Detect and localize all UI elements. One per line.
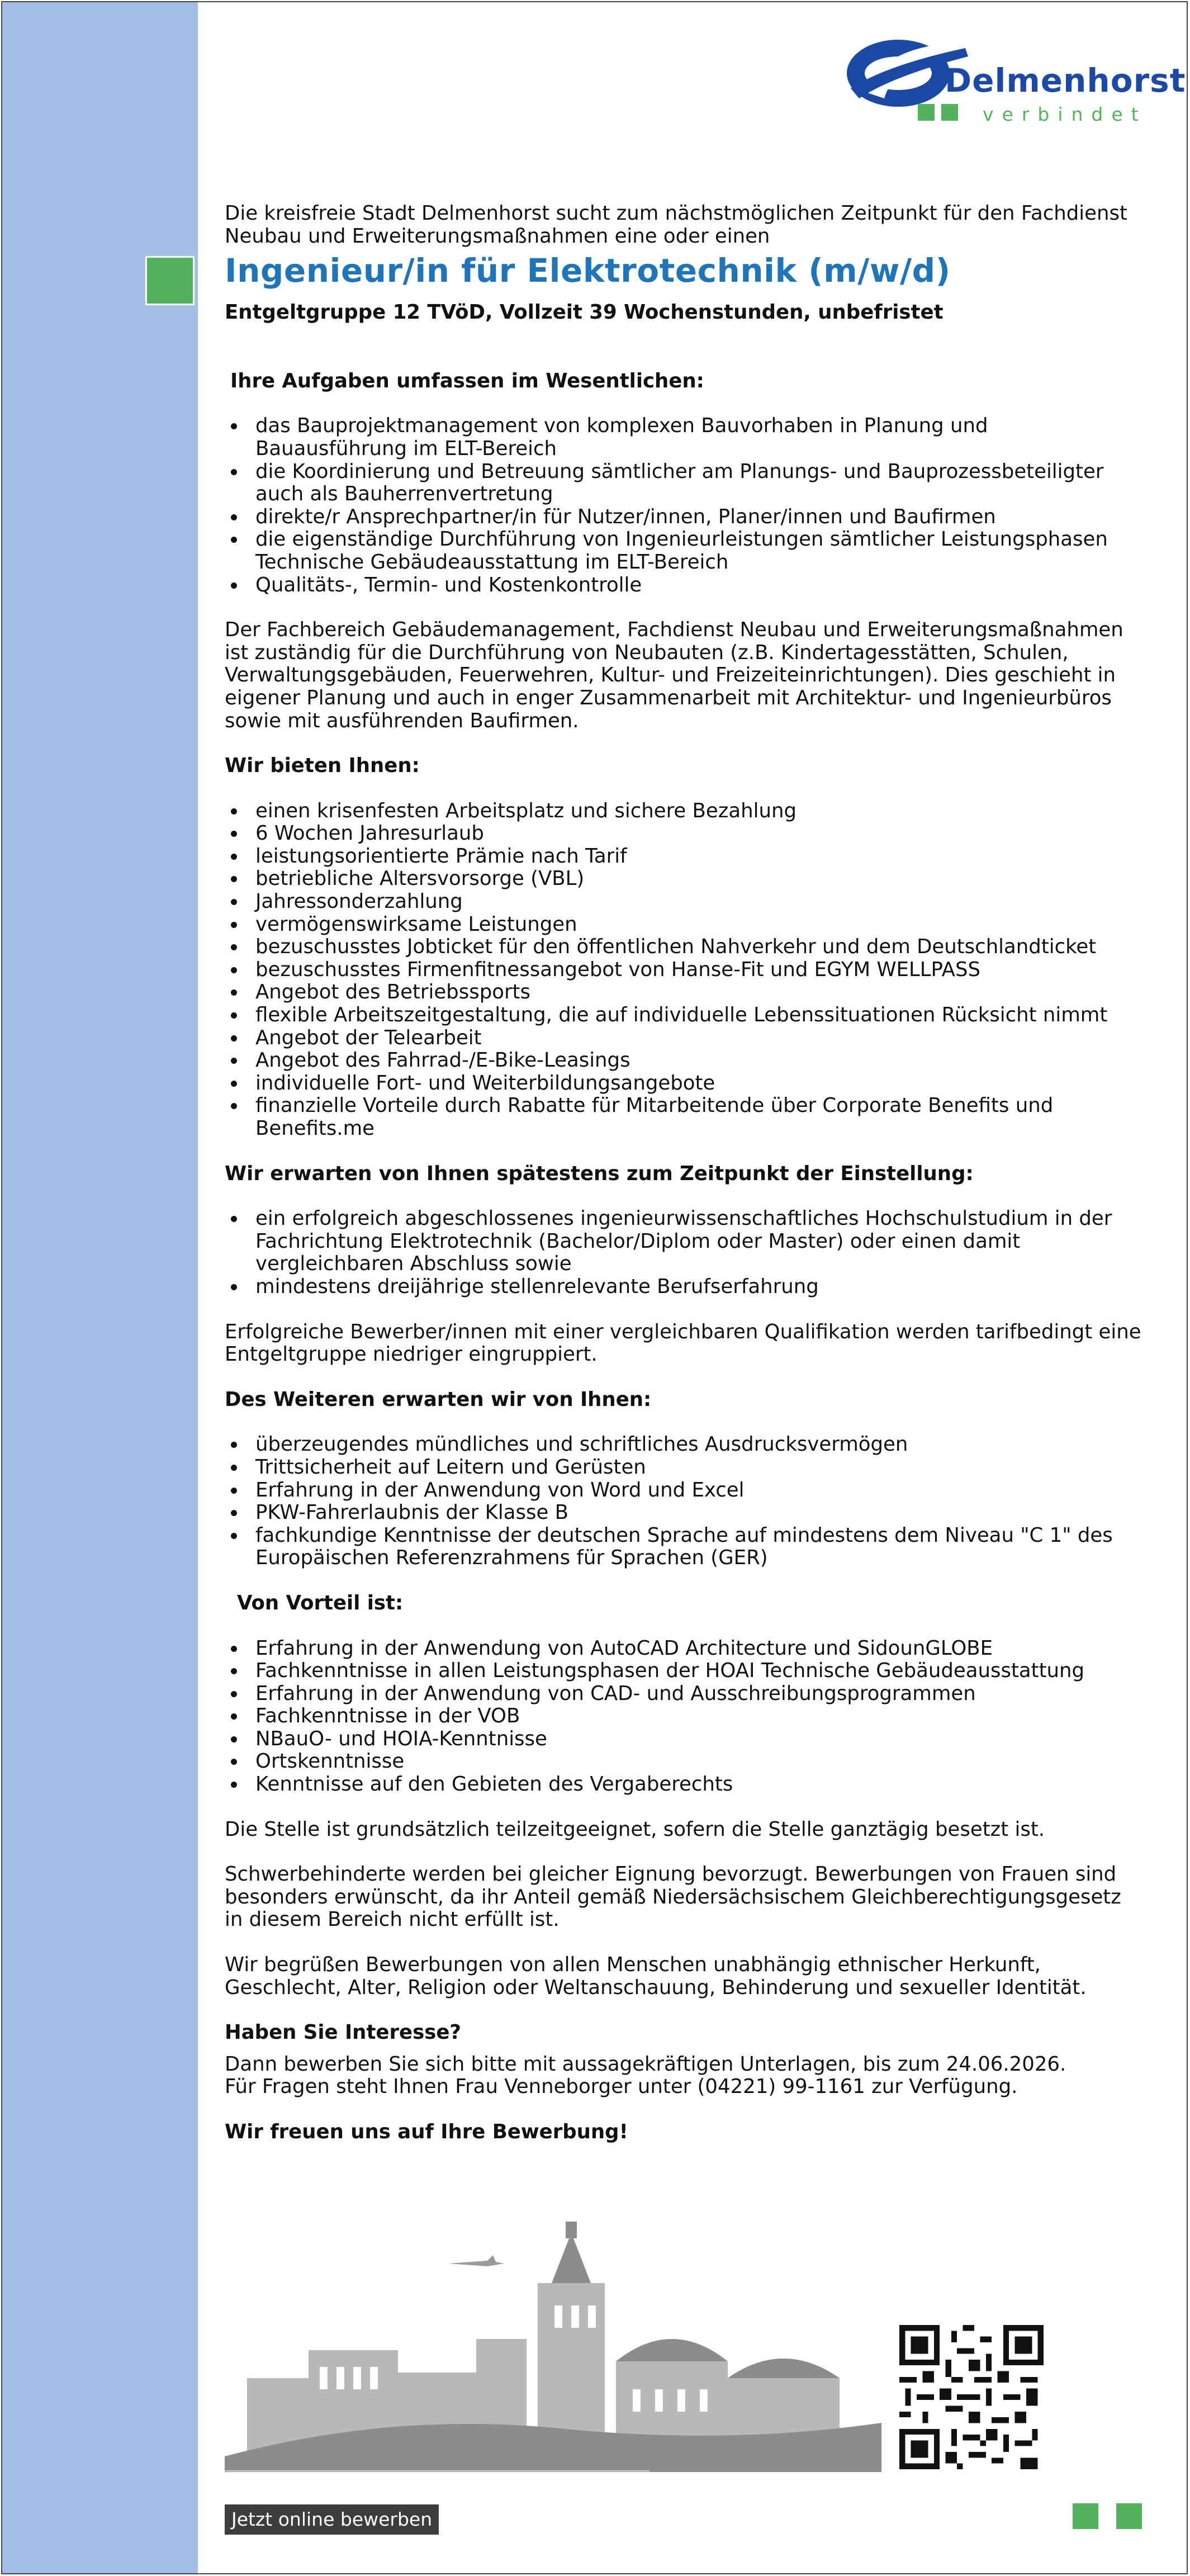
intro-text: Die kreisfreie Stadt Delmenhorst sucht zum nächstmöglichen Zeitpunkt für den Fachdienst Neubau und Erweiterungsmaßnahmen eine oder einen <box>225 202 1127 248</box>
tasks-list <box>225 415 1141 596</box>
logo-square-icon <box>941 104 958 121</box>
list-item: vermögenswirksame Leistungen <box>255 913 1141 936</box>
list-item: finanzielle Vorteile durch Rabatte für Mitarbeitende über Corporate Benefits und Benefits.me <box>255 1095 1141 1140</box>
grouping-text: Erfolgreiche Bewerber/innen mit einer vergleichbaren Qualifikation werden tarifbedingt eine Entgeltgruppe niedriger eingruppiert. <box>225 1320 1141 1366</box>
diversity-text: Wir begrüßen Bewerbungen von allen Menschen unabhängig ethnischer Herkunft, Geschlecht, Alter, Religion oder Weltanschauung, Behinderung und sexueller Identität. <box>225 1953 1087 1999</box>
list-item: bezuschusstes Jobticket für den öffentlichen Nahverkehr und dem Deutschlandticket <box>255 936 1141 959</box>
closing-text: Wir freuen uns auf Ihre Bewerbung! <box>225 2120 628 2143</box>
logo-name: Delmenhorst <box>945 61 1186 100</box>
list-item: einen krisenfesten Arbeitsplatz und sichere Bezahlung <box>255 800 1141 823</box>
list-item: PKW-Fahrerlaubnis der Klasse B <box>255 1502 1141 1524</box>
list-item: ein erfolgreich abgeschlossenes ingenieurwissenschaftliches Hochschulstudium in der Fachrichtung Elektrotechnik (Bachelor/Diplom oder Master) oder einen damit vergleichbaren Abschluss sowie <box>255 1208 1141 1276</box>
footer-square-icon <box>1116 2503 1142 2529</box>
list-item: flexible Arbeitszeitgestaltung, die auf individuelle Lebenssituationen Rücksicht nimmt <box>255 1004 1141 1027</box>
city-skyline-illustration <box>225 2210 881 2472</box>
footer-square-icon <box>1073 2503 1098 2529</box>
advantage-list <box>225 1637 1141 1796</box>
list-item: das Bauprojektmanagement von komplexen Bauvorhaben in Planung und Bauausführung im ELT-Bereich <box>255 415 1141 460</box>
title-marker-square <box>145 256 195 305</box>
left-sidebar-band <box>2 2 198 2573</box>
logo-square-icon <box>918 104 935 121</box>
list-item: Erfahrung in der Anwendung von CAD- und Ausschreibungsprogrammen <box>255 1683 1141 1706</box>
list-item: die eigenständige Durchführung von Ingenieurleistungen sämtlicher Leistungsphasen Technische Gebäudeausstattung im ELT-Bereich <box>255 528 1141 574</box>
list-item: die Koordinierung und Betreuung sämtlicher am Planungs- und Bauprozessbeteiligter auch als Bauherrenvertretung <box>255 461 1141 506</box>
list-item: Erfahrung in der Anwendung von AutoCAD Architecture und SidounGLOBE <box>255 1637 1141 1660</box>
list-item: Qualitäts-, Termin- und Kostenkontrolle <box>255 574 1141 597</box>
equality-text: Schwerbehinderte werden bei gleicher Eignung bevorzugt. Bewerbungen von Frauen sind besonders erwünscht, da ihr Anteil gemäß Niedersächsischem Gleichberechtigungsgesetz in diesem Bereich nicht erfüllt ist. <box>225 1863 1121 1931</box>
tasks-heading: Ihre Aufgaben umfassen im Wesentlichen: <box>230 369 704 392</box>
list-item: Fachkenntnisse in allen Leistungsphasen der HOAI Technische Gebäudeausstattung <box>255 1660 1141 1683</box>
list-item: leistungsorientierte Prämie nach Tarif <box>255 845 1141 868</box>
job-subtitle: Entgeltgruppe 12 TVöD, Vollzeit 39 Wochenstunden, unbefristet <box>225 301 944 324</box>
list-item: direkte/r Ansprechpartner/in für Nutzer/innen, Planer/innen und Baufirmen <box>255 506 1141 529</box>
department-text: Der Fachbereich Gebäudemanagement, Fachdienst Neubau und Erweiterungsmaßnahmen ist zuständig für die Durchführung von Neubauten (z.B. Kindertagesstätten, Schulen, Verwaltungsgebäuden, Feuerwehren, Kultur- und Freizeiteinrichtungen). Dies geschieht in eigener Planung und auch in enger Zusammenarbeit mit Architektur- und Ingenieurbüros sowie mit ausführenden Baufirmen. <box>225 618 1123 732</box>
delmenhorst-logo <box>845 26 1188 138</box>
list-item: fachkundige Kenntnisse der deutschen Sprache auf mindestens dem Niveau "C 1" des Europäischen Referenzrahmens für Sprachen (GER) <box>255 1524 1141 1570</box>
parttime-text: Die Stelle ist grundsätzlich teilzeitgeeignet, sofern die Stelle ganztägig besetzt ist. <box>225 1817 1045 1841</box>
list-item: 6 Wochen Jahresurlaub <box>255 822 1141 845</box>
further-list <box>225 1433 1141 1570</box>
list-item: Angebot des Fahrrad-/E-Bike-Leasings <box>255 1049 1141 1072</box>
list-item: Kenntnisse auf den Gebieten des Vergaberechts <box>255 1773 1141 1796</box>
qr-code[interactable] <box>899 2325 1044 2469</box>
requirements-list <box>225 1208 1141 1298</box>
list-item: Angebot des Betriebssports <box>255 981 1141 1004</box>
interest-deadline-text: Dann bewerben Sie sich bitte mit aussagekräftigen Unterlagen, bis zum 24.06.2026. <box>225 2052 1066 2076</box>
list-item: bezuschusstes Firmenfitnessangebot von Hanse-Fit und EGYM WELLPASS <box>255 959 1141 982</box>
interest-contact-text: Für Fragen steht Ihnen Frau Venneborger unter (04221) 99-1161 zur Verfügung. <box>225 2075 1018 2099</box>
list-item: überzeugendes mündliches und schriftliches Ausdrucksvermögen <box>255 1433 1141 1456</box>
offers-heading: Wir bieten Ihnen: <box>225 754 420 778</box>
list-item: NBauO- und HOIA-Kenntnisse <box>255 1728 1141 1751</box>
logo-tagline: verbindet <box>983 103 1147 125</box>
list-item: Angebot der Telearbeit <box>255 1027 1141 1050</box>
further-heading: Des Weiteren erwarten wir von Ihnen: <box>225 1388 652 1411</box>
list-item: betriebliche Altersvorsorge (VBL) <box>255 868 1141 891</box>
list-item: individuelle Fort- und Weiterbildungsangebote <box>255 1072 1141 1095</box>
list-item: Erfahrung in der Anwendung von Word und Excel <box>255 1479 1141 1502</box>
requirements-heading: Wir erwarten von Ihnen spätestens zum Zeitpunkt der Einstellung: <box>225 1162 974 1185</box>
job-ad-page <box>1 1 1188 2574</box>
job-title: Ingenieur/in für Elektrotechnik (m/w/d) <box>225 252 951 290</box>
list-item: Fachkenntnisse in der VOB <box>255 1705 1141 1728</box>
offers-list <box>225 800 1141 1140</box>
list-item: Ortskenntnisse <box>255 1750 1141 1773</box>
list-item: Trittsicherheit auf Leitern und Gerüsten <box>255 1456 1141 1479</box>
ad-content <box>225 202 1141 2144</box>
advantage-heading: Von Vorteil ist: <box>237 1591 404 1614</box>
list-item: mindestens dreijährige stellenrelevante Berufserfahrung <box>255 1276 1141 1299</box>
interest-heading: Haben Sie Interesse? <box>225 2021 462 2044</box>
apply-online-button[interactable]: Jetzt online bewerben <box>225 2504 439 2535</box>
list-item: Jahressonderzahlung <box>255 891 1141 913</box>
